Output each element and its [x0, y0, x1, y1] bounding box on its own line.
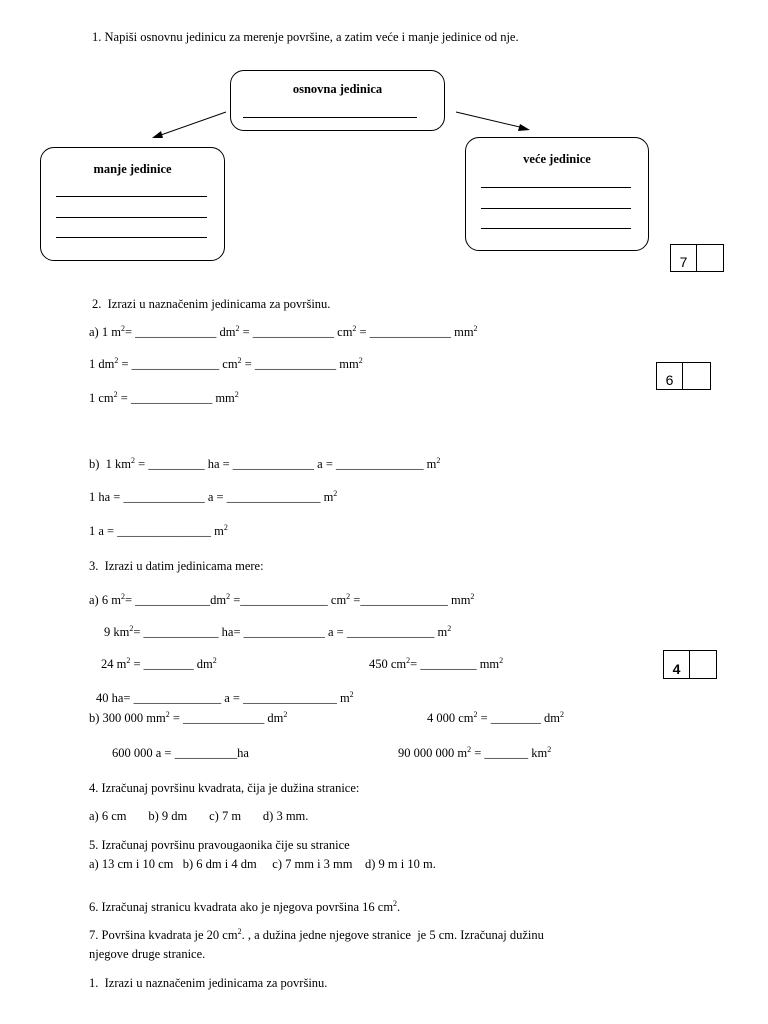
larger-units-label: veće jedinice	[523, 152, 591, 166]
score-box-q1	[670, 244, 724, 272]
smaller-units-label: manje jedinice	[93, 162, 172, 176]
q2-text: 2. Izrazi u naznačenim jedinicama za površinu.	[92, 297, 331, 311]
q4-text: 4. Izračunaj površinu kvadrata, čija je dužina stranice:	[89, 781, 360, 795]
q5-options: a) 13 cm i 10 cm b) 6 dm i 4 dm c) 7 mm i 3 mm d) 9 m i 10 m.	[89, 857, 436, 871]
larger-units-box	[465, 137, 649, 251]
smaller-units-box	[40, 147, 225, 261]
answer-line[interactable]	[243, 117, 417, 118]
q1-text: 1. Napiši osnovnu jedinicu za merenje površine, a zatim veće i manje jedinice od nje.	[92, 30, 519, 44]
q2-a-line3: 1 $cm^2$ = _____________ $mm^2$	[89, 390, 239, 405]
score-value: 7	[671, 245, 697, 271]
q3-text: 3. Izrazi u datim jedinicama mere:	[89, 559, 264, 573]
q2-a-line1: a) 1 $m^2=$ _____________ $dm^2$ = _____________ $cm^2$ = _____________ $mm^2$	[89, 324, 478, 339]
answer-line[interactable]	[56, 196, 207, 197]
q3-row4: 40 ha= ______________ a = _______________ $m^2$	[96, 690, 354, 705]
base-unit-label: osnovna jedinica	[292, 82, 383, 96]
q2-b-line1: b) 1 $km^2$ = _________ ha = _____________ a = ______________ $m^2$	[89, 456, 441, 471]
score-value: 4	[664, 651, 690, 678]
q2-a-line2: 1 $dm^2$ = ______________ $cm^2$ = _____________ $mm^2$	[89, 356, 363, 371]
q3-row6b: 90 000 000 $m^2$ = _______ $km^2$	[398, 745, 552, 760]
q2-b-line3: 1 a = _______________ $m^2$	[89, 523, 228, 538]
base-unit-box	[230, 70, 445, 131]
q4-options: a) 6 cm b) 9 dm c) 7 m d) 3 mm.	[89, 809, 309, 823]
answer-line[interactable]	[56, 217, 207, 218]
q5-text: 5. Izračunaj površinu pravougaonika čije su stranice	[89, 838, 350, 852]
q3-row5b: 4 000 $cm^2$ = ________ $dm^2$	[427, 710, 564, 725]
q3-row3b: 450 $cm^2=$ _________ $mm^2$	[369, 656, 504, 671]
score-value: 6	[657, 363, 683, 389]
q7-line2: njegove druge stranice.	[89, 947, 206, 961]
answer-line[interactable]	[481, 208, 631, 209]
q6-text: 6. Izračunaj stranicu kvadrata ako je njegova površina 16 $cm^2$.	[89, 899, 401, 914]
answer-line[interactable]	[56, 237, 207, 238]
q3-row6a: 600 000 a = __________ha	[112, 746, 249, 760]
q7-line1: 7. Površina kvadrata je 20 $cm^2$. , a dužina jedne njegove stranice je 5 cm. Izračunaj dužinu	[89, 927, 544, 942]
q2-b-line2: 1 ha = _____________ a = _______________ $m^2$	[89, 489, 338, 504]
score-box-q3	[663, 650, 717, 679]
q3-row3a: 24 $m^2$ = ________ $dm^2$	[101, 656, 217, 671]
q8-text: 1. Izrazi u naznačenim jedinicama za površinu.	[89, 976, 328, 990]
answer-line[interactable]	[481, 228, 631, 229]
score-box-q2	[656, 362, 711, 390]
q3-row1: a) 6 $m^2=$ $\_\_\_\_\_\_\_\_\_\_\_\_dm^2$ =______________ $cm^2$ =______________ $mm^2$	[89, 592, 475, 607]
q3-row5a: b) 300 000 $mm^2$ = _____________ $dm^2$	[89, 710, 288, 725]
q3-row2: 9 $km^2=$ ____________ ha= _____________ a = ______________ $m^2$	[104, 624, 452, 639]
answer-line[interactable]	[481, 187, 631, 188]
